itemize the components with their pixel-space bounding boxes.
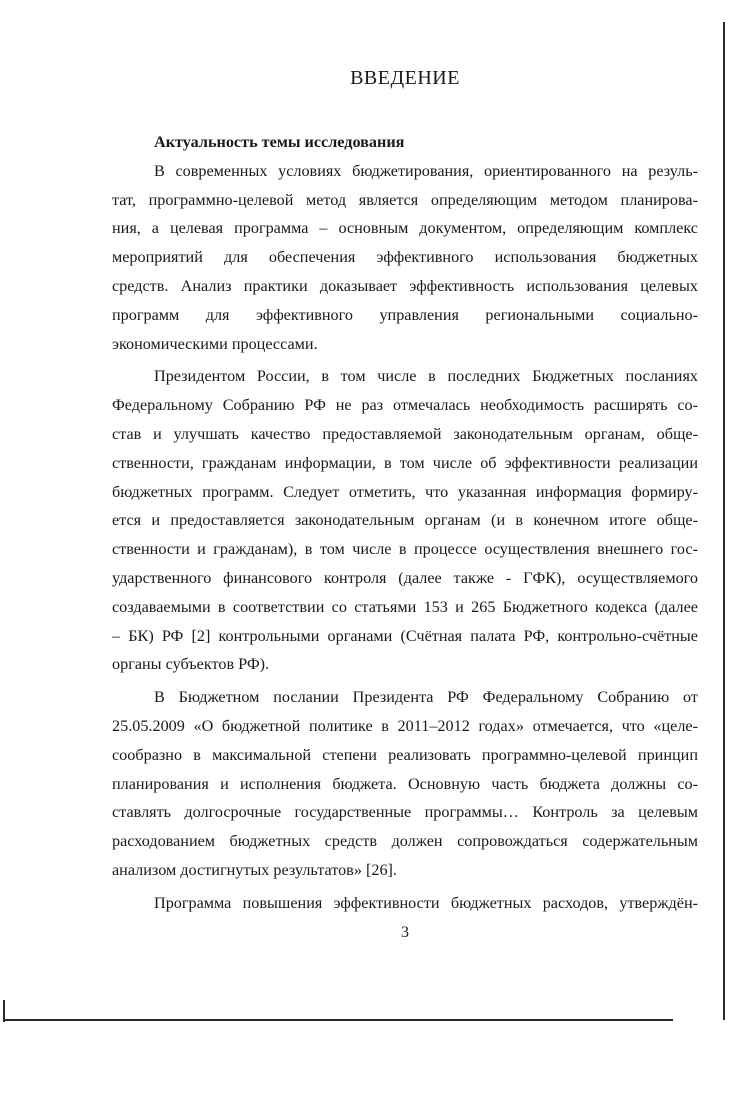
text-line: В современных условиях бюджетирования, ориентированного на резуль- <box>154 161 698 180</box>
text-line: ударственного финансового контроля (далее также - ГФК), осуществляемого <box>112 568 698 587</box>
section-heading: Актуальность темы исследования <box>154 133 405 151</box>
text-line: бюджетных программ. Следует отметить, что указанная информация формиру- <box>112 482 698 501</box>
text-line: Федеральному Собранию РФ не раз отмечалась необходимость расширять со- <box>112 396 698 415</box>
paragraph-3 <box>112 683 698 885</box>
paragraph-2 <box>112 362 698 679</box>
text-line: ственности, гражданам информации, в том числе об эффективности реализации <box>112 453 698 472</box>
body-text <box>112 128 698 918</box>
text-line: создаваемыми в соответствии со статьями 153 и 265 Бюджетного кодекса (далее <box>112 597 698 616</box>
text-line: анализом достигнутых результатов» [26]. <box>112 860 397 879</box>
text-line: тат, программно-целевой метод является определяющим методом планирова- <box>112 190 698 209</box>
text-line: став и улучшать качество предоставляемой законодательным органам, обще- <box>112 424 698 443</box>
text-line: В Бюджетном послании Президента РФ Федеральному Собранию от <box>154 688 698 707</box>
text-line: ставлять долгосрочные государственные программы… Контроль за целевым <box>112 803 698 822</box>
page-border-bottom <box>3 1019 673 1021</box>
page-number: 3 <box>401 924 409 941</box>
page-title: ВВЕДЕНИЕ <box>350 67 460 89</box>
text-line: ния, а целевая программа – основным документом, определяющим комплекс <box>112 219 698 238</box>
text-line: средств. Анализ практики доказывает эффективность использования целевых <box>112 276 698 295</box>
text-line: ется и предоставляется законодательным органам (и в конечном итоге обще- <box>112 511 698 530</box>
text-line: 25.05.2009 «О бюджетной политике в 2011–2012 годах» отмечается, что «целе- <box>112 716 698 735</box>
text-line: Программа повышения эффективности бюджетных расходов, утверждён- <box>154 893 698 912</box>
text-line: экономическими процессами. <box>112 334 318 353</box>
paragraph-4 <box>112 889 698 918</box>
text-line: ственности и гражданам), в том числе в процессе осуществления внешнего гос- <box>112 540 698 559</box>
text-line: – БК) РФ [2] контрольными органами (Счётная палата РФ, контрольно-счётные <box>112 626 698 645</box>
text-line: расходованием бюджетных средств должен сопровождаться содержательным <box>112 832 698 851</box>
paragraph-1 <box>112 157 698 359</box>
text-line: мероприятий для обеспечения эффективного использования бюджетных <box>112 248 698 267</box>
text-line: планирования и исполнения бюджета. Основную часть бюджета должны со- <box>112 774 698 793</box>
text-line: органы субъектов РФ). <box>112 655 270 674</box>
text-line: программ для эффективного управления региональными социально- <box>112 305 698 324</box>
page-border-right <box>723 22 725 1020</box>
text-line: Президентом России, в том числе в последних Бюджетных посланиях <box>154 367 698 386</box>
text-line: сообразно в максимальной степени реализовать программно-целевой принцип <box>112 745 698 764</box>
